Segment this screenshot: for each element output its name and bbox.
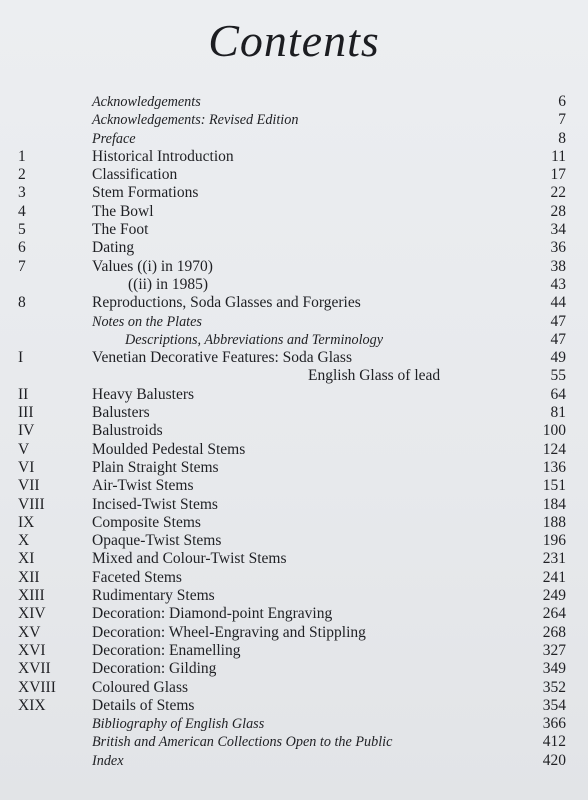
page-number: 268 xyxy=(542,623,566,641)
chapter-number: IX xyxy=(18,513,35,531)
entry-title: Values ((i) in 1970) xyxy=(92,257,213,275)
entry-title: ((ii) in 1985) xyxy=(128,275,209,293)
chapter-number: XVI xyxy=(18,641,46,659)
toc-entry xyxy=(0,550,588,568)
entry-title: Decoration: Diamond-point Engraving xyxy=(92,605,333,623)
page-number: 34 xyxy=(550,221,566,239)
toc-entry xyxy=(0,258,588,276)
chapter-number: 8 xyxy=(18,294,26,312)
entry-title: Classification xyxy=(92,166,178,184)
toc-entry xyxy=(0,386,588,404)
toc-entry xyxy=(0,221,588,239)
page-number: 17 xyxy=(550,166,566,184)
chapter-number: VII xyxy=(18,477,40,495)
chapter-number: XIX xyxy=(18,696,46,714)
page-number: 11 xyxy=(551,147,566,165)
page-number: 55 xyxy=(550,367,566,385)
chapter-number: VI xyxy=(18,458,35,476)
page-number: 420 xyxy=(542,751,566,769)
chapter-number: 7 xyxy=(18,257,26,275)
entry-title: Acknowledgements xyxy=(92,94,201,110)
toc-entry xyxy=(0,166,588,184)
toc-entry xyxy=(0,477,588,495)
toc-entry xyxy=(0,496,588,514)
chapter-number: VIII xyxy=(18,495,45,513)
toc-entry xyxy=(0,587,588,605)
entry-title: Bibliography of English Glass xyxy=(92,716,265,733)
entry-title: Composite Stems xyxy=(92,513,201,531)
chapter-number: 3 xyxy=(18,184,26,202)
page-number: 22 xyxy=(550,184,566,202)
toc-entry xyxy=(0,148,588,166)
chapter-number: 4 xyxy=(18,202,26,220)
page-number: 196 xyxy=(542,532,566,550)
entry-title: Incised-Twist Stems xyxy=(92,495,218,513)
entry-title: Rudimentary Stems xyxy=(92,587,215,605)
toc-entry xyxy=(0,130,588,148)
chapter-number: III xyxy=(18,404,34,422)
page-number: 124 xyxy=(542,440,566,458)
chapter-number: X xyxy=(18,532,30,550)
page-number: 36 xyxy=(550,239,566,257)
toc-entry xyxy=(0,313,588,331)
entry-title: Acknowledgements: Revised Edition xyxy=(92,112,299,129)
page-number: 354 xyxy=(542,696,566,714)
page-number: 7 xyxy=(558,111,566,129)
page-title: Contents xyxy=(208,15,380,66)
toc-entry xyxy=(0,93,588,111)
page-number: 231 xyxy=(542,550,566,568)
entry-title: Notes on the Plates xyxy=(92,313,202,330)
page-number: 47 xyxy=(550,312,566,330)
chapter-number: XIII xyxy=(18,587,45,605)
entry-title: Opaque-Twist Stems xyxy=(92,532,222,550)
toc-entry xyxy=(0,239,588,257)
entry-title: Balustroids xyxy=(92,422,163,440)
entry-title: Decoration: Gilding xyxy=(92,660,217,678)
page-number: 100 xyxy=(542,422,566,440)
toc-entry xyxy=(0,349,588,367)
chapter-number: XVIII xyxy=(18,678,56,696)
toc-entry xyxy=(0,367,588,385)
toc-entry xyxy=(0,459,588,477)
toc-entry xyxy=(0,532,588,550)
entry-title: Plain Straight Stems xyxy=(92,458,219,476)
toc-entry xyxy=(0,624,588,642)
entry-title: The Bowl xyxy=(92,202,154,220)
toc-entry xyxy=(0,404,588,422)
page-number: 81 xyxy=(550,404,566,422)
toc-entry xyxy=(0,569,588,587)
toc-entry xyxy=(0,422,588,440)
entry-title: Index xyxy=(92,752,124,769)
entry-title: Air-Twist Stems xyxy=(92,477,194,495)
toc-entry xyxy=(0,679,588,697)
toc-entry xyxy=(0,294,588,312)
entry-title: Venetian Decorative Features: Soda Glass xyxy=(92,349,352,367)
page-number: 241 xyxy=(542,568,566,586)
entry-title: Coloured Glass xyxy=(92,678,189,696)
entry-title: Dating xyxy=(92,239,135,257)
page-number: 366 xyxy=(542,715,566,733)
toc-entry xyxy=(0,715,588,733)
toc-entry xyxy=(0,697,588,715)
toc-entry xyxy=(0,441,588,459)
toc-entry xyxy=(0,184,588,202)
entry-title: Mixed and Colour-Twist Stems xyxy=(92,550,287,568)
chapter-number: 6 xyxy=(18,239,26,257)
page-number: 327 xyxy=(542,641,566,659)
entry-title: Stem Formations xyxy=(92,184,199,202)
entry-title: Decoration: Wheel-Engraving and Stippling xyxy=(92,623,366,641)
table-of-contents xyxy=(0,93,588,770)
entry-title: Decoration: Enamelling xyxy=(92,641,241,659)
entry-title: Preface xyxy=(92,130,136,147)
chapter-number: XIV xyxy=(18,605,46,623)
page-number: 349 xyxy=(542,660,566,678)
page-number: 49 xyxy=(550,349,566,367)
page-number: 8 xyxy=(558,129,566,147)
entry-title: Details of Stems xyxy=(92,696,195,714)
page-number: 352 xyxy=(542,678,566,696)
toc-entry xyxy=(0,752,588,770)
chapter-number: XVII xyxy=(18,660,51,678)
page-number: 264 xyxy=(542,605,566,623)
toc-entry xyxy=(0,111,588,129)
page-number: 184 xyxy=(542,495,566,513)
chapter-number: 1 xyxy=(18,147,26,165)
page-number: 38 xyxy=(550,257,566,275)
chapter-number: XV xyxy=(18,623,41,641)
toc-entry xyxy=(0,605,588,623)
entry-title: Historical Introduction xyxy=(92,147,234,165)
chapter-number: 2 xyxy=(18,166,26,184)
toc-entry xyxy=(0,203,588,221)
toc-entry xyxy=(0,331,588,349)
entry-title: Faceted Stems xyxy=(92,568,182,586)
page-number: 136 xyxy=(542,458,566,476)
page-number: 44 xyxy=(550,294,566,312)
page-number: 64 xyxy=(550,385,566,403)
toc-entry xyxy=(0,514,588,532)
entry-title: The Foot xyxy=(92,221,149,239)
page-number: 28 xyxy=(550,202,566,220)
toc-entry xyxy=(0,733,588,751)
entry-title: Balusters xyxy=(92,404,150,422)
chapter-number: XI xyxy=(18,550,35,568)
entry-title: Moulded Pedestal Stems xyxy=(92,440,246,458)
page-number: 47 xyxy=(550,330,566,348)
page-number: 249 xyxy=(542,587,566,605)
page-number: 43 xyxy=(550,275,566,293)
page-number: 412 xyxy=(542,733,566,751)
chapter-number: I xyxy=(18,349,24,367)
chapter-number: 5 xyxy=(18,221,26,239)
toc-entry xyxy=(0,660,588,678)
entry-title: English Glass of lead xyxy=(308,367,441,385)
toc-entry xyxy=(0,642,588,660)
entry-title: British and American Collections Open to the Public xyxy=(92,734,393,751)
page-number: 188 xyxy=(542,513,566,531)
entry-title: Heavy Balusters xyxy=(92,385,195,403)
page-number: 151 xyxy=(542,477,566,495)
toc-entry xyxy=(0,276,588,294)
entry-title: Descriptions, Abbreviations and Terminology xyxy=(125,331,383,348)
chapter-number: V xyxy=(18,440,30,458)
entry-title: Reproductions, Soda Glasses and Forgeries xyxy=(92,294,361,312)
chapter-number: II xyxy=(18,385,29,403)
chapter-number: IV xyxy=(18,422,35,440)
page-number: 6 xyxy=(558,93,566,110)
chapter-number: XII xyxy=(18,568,40,586)
